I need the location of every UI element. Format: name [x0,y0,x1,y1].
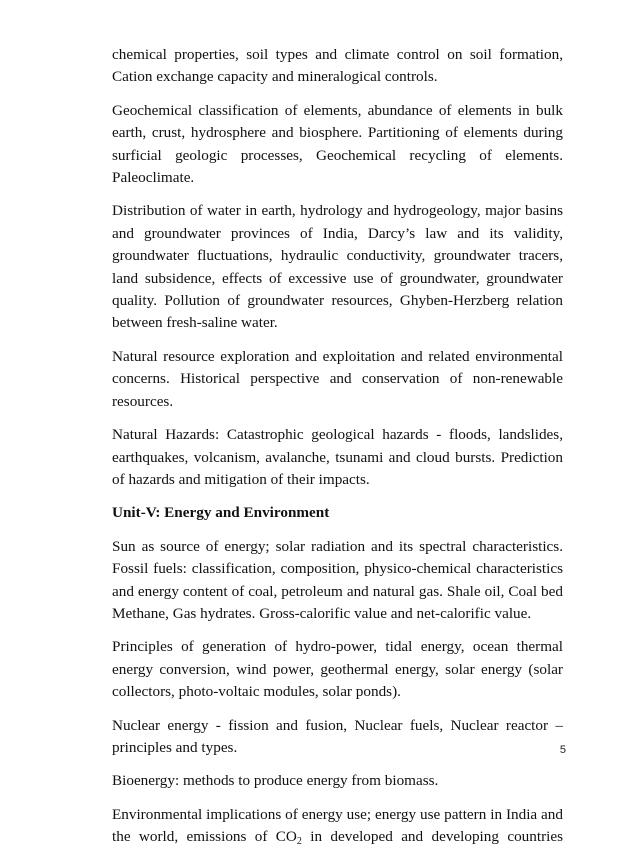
page-number: 5 [559,744,566,756]
paragraph-environmental-implications [112,804,563,849]
paragraph-nuclear-energy: Nuclear energy - fission and fusion, Nuclear fuels, Nuclear reactor – principles and types. [112,716,563,756]
paragraph-natural-resources: Natural resource exploration and exploitation and related environmental concerns. Historical perspective and conservation of non-renewable resources. [112,347,563,410]
paragraph-bioenergy: Bioenergy: methods to produce energy from biomass. [112,772,439,790]
paragraph-geochemistry: Geochemical classification of elements, abundance of elements in bulk earth, crust, hydrosphere and biosphere. Partitioning of elements during surficial geologic processes, Geochemical recycling of elements. Paleoclimate. [112,101,563,187]
paragraph-power-generation: Principles of generation of hydro-power, tidal energy, ocean thermal energy conversion, wind power, geothermal energy, solar energy (solar collectors, photo-voltaic modules, solar ponds). [112,638,563,701]
paragraph-soil: chemical properties, soil types and climate control on soil formation, Cation exchange capacity and mineralogical controls. [112,46,563,86]
paragraph-groundwater: Distribution of water in earth, hydrology and hydrogeology, major basins and groundwater provinces of India, Darcy’s law and its validity, groundwater fluctuations, hydraulic conductivity, groundwater tracers, land subsidence, effects of excessive use of groundwater, groundwater quality. Pollution of groundwater resources, Ghyben-Herzberg relation between fresh-saline water. [112,202,563,332]
last-paragraph-text-end: in developed and developing countries [301,828,563,846]
unit-heading: Unit-V: Energy and Environment [112,504,330,522]
page-content [112,44,563,860]
co2-subscript: 2 [296,836,302,848]
paragraph-natural-hazards: Natural Hazards: Catastrophic geological hazards - floods, landslides, earthquakes, volcanism, avalanche, tsunami and cloud bursts. Prediction of hazards and mitigation of their impacts. [112,426,563,488]
paragraph-energy-sources: Sun as source of energy; solar radiation and its spectral characteristics. Fossil fuels: classification, composition, physico-chemical characteristics and energy content of coal, petroleum and natural gas. Shale oil, Coal bed Methane, Gas hydrates. Gross-calorific value and net-calorific value. [112,537,563,622]
last-paragraph-text: Environmental implications of energy use; energy use pattern in India and the world, emissions of CO [112,805,563,846]
